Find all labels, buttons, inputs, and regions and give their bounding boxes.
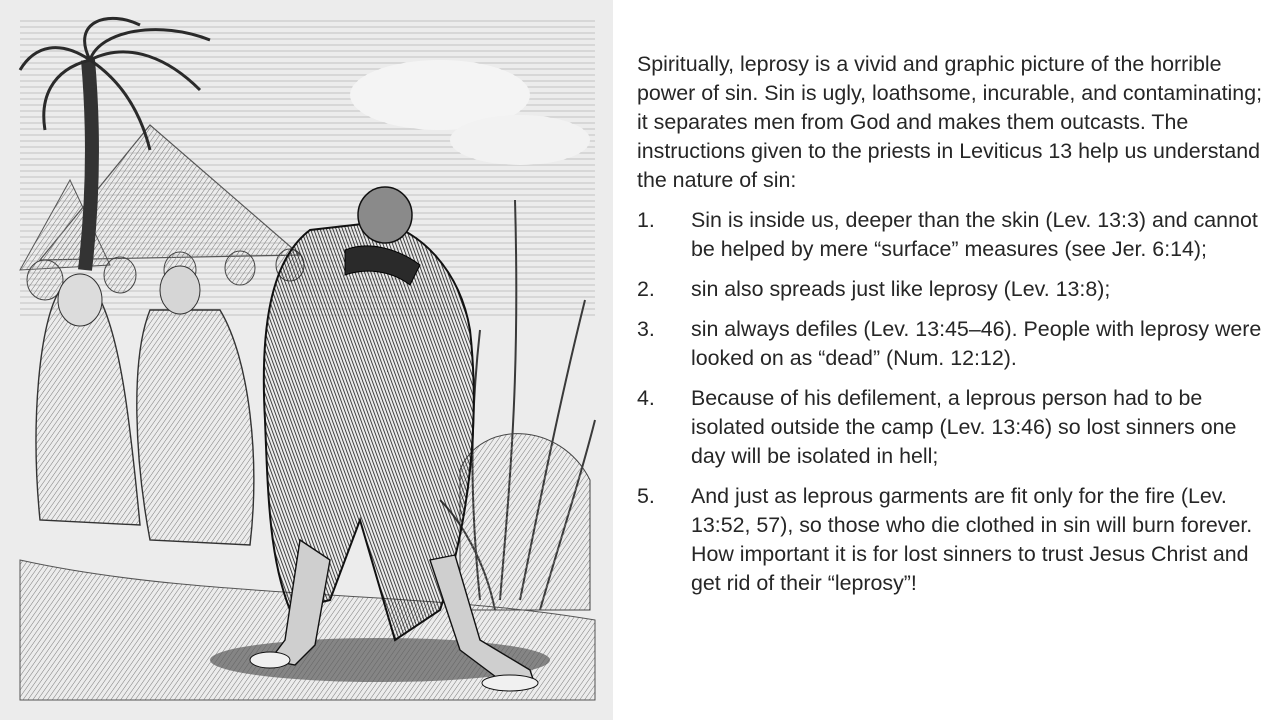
list-item-text: sin always defiles (Lev. 13:45–46). People with leprosy were looked on as “dead” (Num. 12:12). <box>691 317 1262 370</box>
bush <box>460 434 590 610</box>
list-item-number: 3. <box>637 317 655 341</box>
leper-foot <box>250 652 290 668</box>
bearded-man-figure <box>137 310 254 545</box>
leper-head <box>358 187 412 243</box>
list-item-text: Because of his defilement, a leprous person had to be isolated outside the camp (Lev. 13:46) so lost sinners one day will be isolated in hell; <box>691 386 1237 468</box>
leper-foot <box>482 675 538 691</box>
list-item-number: 2. <box>637 277 655 301</box>
palm-trunk <box>85 60 92 270</box>
list-item-number: 4. <box>637 386 655 410</box>
intro-paragraph: Spiritually, leprosy is a vivid and graphic picture of the horrible power of sin. Sin is ugly, loathsome, incurable, and contaminating; it separates men from God and makes them outcasts. The instructions given to the priests in Leviticus 13 help us understand the nature of sin: <box>637 52 1263 192</box>
list-item-number: 5. <box>637 484 655 508</box>
slide-text-panel <box>637 50 1269 609</box>
numbered-list <box>637 206 1269 598</box>
list-item <box>637 275 1269 304</box>
list-item <box>637 315 1269 373</box>
list-item-text: Sin is inside us, deeper than the skin (Lev. 13:3) and cannot be helped by mere “surface” measures (see Jer. 6:14); <box>691 208 1258 261</box>
cloud <box>450 115 590 165</box>
veiled-woman-figure <box>36 290 140 525</box>
leper-engraving-illustration <box>0 0 613 720</box>
list-item-text: sin also spreads just like leprosy (Lev. 13:8); <box>691 277 1111 301</box>
list-item-text: And just as leprous garments are fit only for the fire (Lev. 13:52, 57), so those who die clothed in sin will burn forever. How important it is for lost sinners to trust Jesus Christ and get rid of their “leprosy”! <box>691 484 1253 595</box>
list-item <box>637 384 1269 471</box>
list-item <box>637 482 1269 598</box>
list-item-number: 1. <box>637 208 655 232</box>
list-item <box>637 206 1269 264</box>
